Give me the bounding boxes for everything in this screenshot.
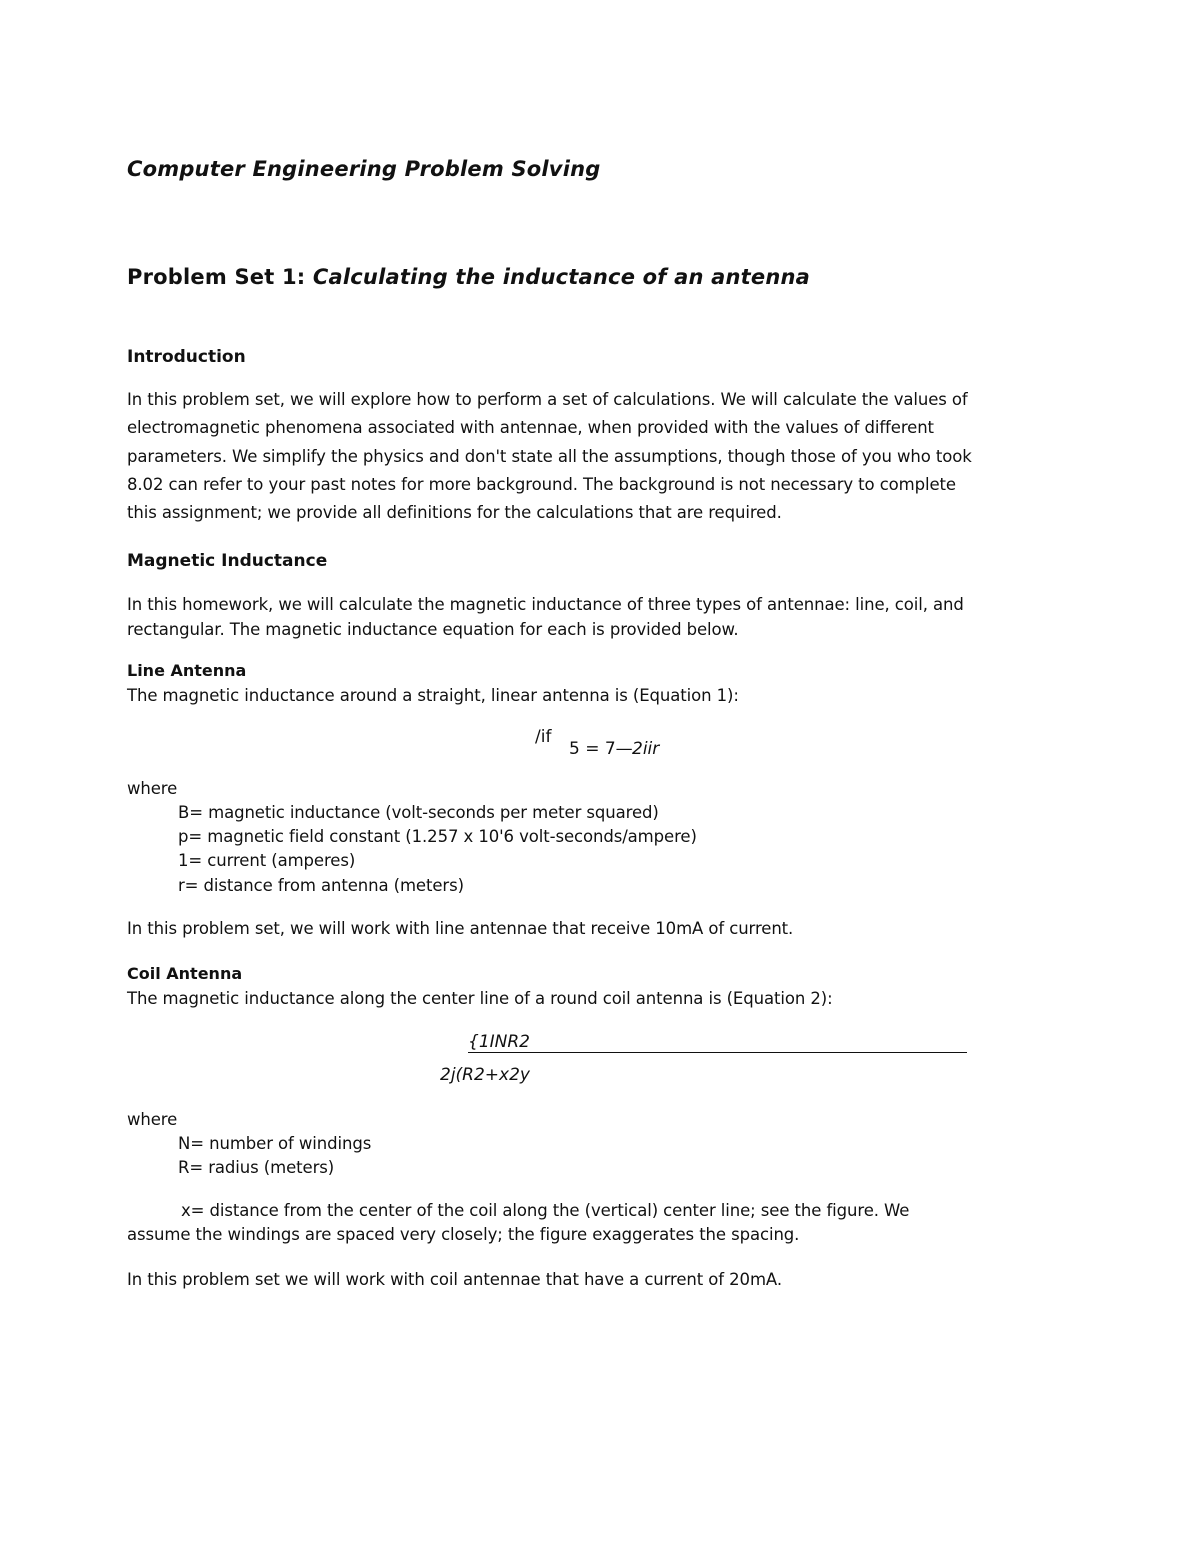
problem-set-topic: Calculating the inductance of an antenna (312, 265, 811, 289)
coil-antenna-intro: The magnetic inductance along the center line of a round coil antenna is (Equation 2): (127, 989, 833, 1008)
equation-1-tail: 2iir (632, 739, 660, 759)
line-antenna-note: In this problem set, we will work with line antennae that receive 10mA of current. (127, 919, 794, 938)
line-definition: B= magnetic inductance (volt-seconds per meter squared) (178, 803, 659, 822)
coil-x-definition-line1: x= distance from the center of the coil along the (vertical) center line; see the figure. We (181, 1201, 910, 1220)
problem-set-heading (127, 265, 810, 289)
line-antenna-heading: Line Antenna (127, 661, 247, 680)
introduction-paragraph: In this problem set, we will explore how to perform a set of calculations. We will calculate the values of electromagnetic phenomena associated with antennae, when provided with the values of different parameters. We simplify the physics and don't state all the assumptions, though those of you who took 8.02 can refer to your past notes for more background. The background is not necessary to complete this assignment; we provide all definitions for the calculations that are required. (127, 390, 972, 523)
line-definition: p= magnetic field constant (1.257 x 10'6 volt-seconds/ampere) (178, 827, 697, 846)
coil-definition: N= number of windings (178, 1134, 372, 1153)
line-antenna-intro: The magnetic inductance around a straight, linear antenna is (Equation 1): (127, 686, 739, 705)
equation-1-main: 5 = 7— (569, 739, 633, 759)
coil-antenna-note: In this problem set we will work with coil antennae that have a current of 20mA. (127, 1270, 782, 1289)
introduction-heading: Introduction (127, 347, 246, 367)
equation-2-denominator: 2j(R2+x2y (440, 1065, 530, 1085)
line-definition: 1= current (amperes) (178, 851, 356, 870)
magnetic-inductance-paragraph: In this homework, we will calculate the magnetic inductance of three types of antennae: line, coil, and rectangular. The magnetic inductance equation for each is provided below. (127, 595, 964, 639)
magnetic-inductance-heading: Magnetic Inductance (127, 551, 328, 571)
equation-1-top: /if (535, 727, 552, 747)
coil-x-definition-line2: assume the windings are spaced very closely; the figure exaggerates the spacing. (127, 1225, 800, 1244)
problem-set-label: Problem Set 1: (127, 265, 313, 289)
equation-2-numerator: {1INR2 (468, 1032, 530, 1052)
coil-where-label: where (127, 1110, 178, 1129)
line-where-label: where (127, 779, 178, 798)
coil-definition: R= radius (meters) (178, 1158, 335, 1177)
line-definition: r= distance from antenna (meters) (178, 876, 464, 895)
document-title: Computer Engineering Problem Solving (127, 157, 601, 181)
coil-antenna-heading: Coil Antenna (127, 964, 243, 983)
equation-2-fraction-bar (468, 1052, 967, 1053)
